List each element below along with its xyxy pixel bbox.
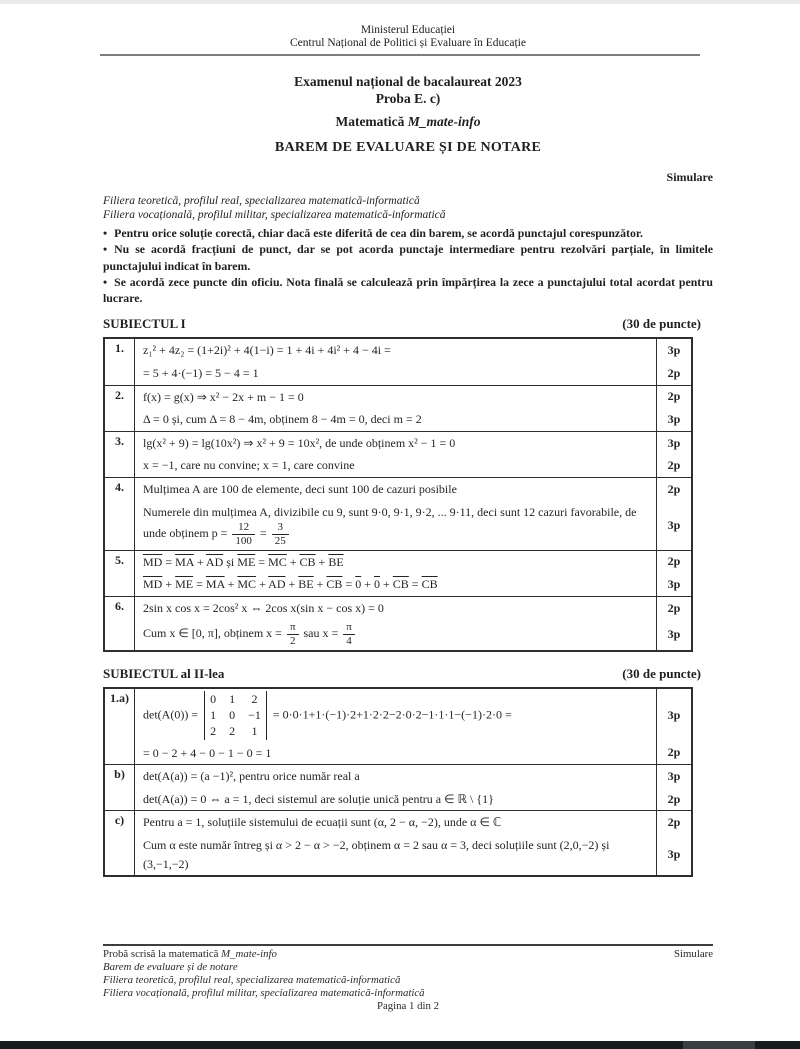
bullet-marker: • — [103, 242, 108, 257]
vector-overline: $\overline{MD}$ — [143, 577, 163, 592]
answer-cell: Numerele din mulțimea A, divizibile cu 9, sunt 9·0, 9·1, 9·2, ... 9·11, deci sunt 12 cazuri favorabile, de unde obținem p = $\frac{12}{100}$ = $\frac{3}{25}$ — [143, 504, 637, 547]
bullet-marker: • — [103, 226, 108, 240]
page-content — [103, 24, 713, 877]
bullet-item — [103, 241, 713, 274]
row-number-cell: 5. — [104, 550, 135, 596]
answer-cell: z₁² + 4z₂ = (1+2i)² + 4(1−i) = 1 + 4i + 4i² + 4 − 4i = — [135, 338, 657, 362]
table-row — [104, 765, 692, 788]
answer-cell: lg(x² + 9) = lg(10x²) ⇒ x² + 9 = 10x², de unde obținem x² − 1 = 0 — [135, 431, 657, 454]
vector-overline: $\overline{BE}$ — [298, 577, 314, 592]
answer-cell: f(x) = g(x) ⇒ x² − 2x + m − 1 = 0 — [135, 385, 657, 408]
fraction: $\frac{3}{25}$ — [272, 521, 289, 547]
table-row — [104, 550, 692, 573]
ministry-name: Ministerul Educației — [360, 24, 456, 36]
answer-cell: = 0 − 2 + 4 − 0 − 1 − 0 = 1 — [143, 745, 272, 760]
vector-overline: $\overline{MA}$ — [205, 577, 225, 592]
points-cell: 2p — [657, 550, 693, 573]
vector-overline: $\overline{CB}$ — [326, 577, 343, 592]
table-row — [104, 788, 692, 811]
table-row — [104, 834, 692, 876]
row-number-cell: 3. — [104, 431, 135, 477]
subject-line — [103, 113, 713, 130]
vector-overline: $\overline{MC}$ — [237, 577, 257, 592]
vector-overline: $\overline{MC}$ — [268, 554, 287, 569]
section-2-heading — [103, 666, 701, 682]
footer-proba: Probă scrisă la matematică M_mate-info — [103, 948, 277, 960]
answer-cell: det(A(a)) = 0 ⇔ a = 1, deci sistemul are soluție unică pentru a ∈ ℝ \ {1} — [143, 791, 494, 806]
screen-top-strip — [0, 0, 800, 4]
points-cell: 3p — [657, 338, 693, 362]
table-row — [104, 408, 692, 431]
vector-overline: $\overline{BE}$ — [328, 554, 344, 569]
table-row — [104, 742, 692, 765]
fraction: $\frac{\pi}{4}$ — [343, 621, 355, 647]
answer-cell: det(A(0)) = 0 1 2 1 0 −1 2 2 1 = 0·0·1+1·(−1)·2+1·2·2−2·0·2−1·1·1−(−1)·2·0 = — [135, 688, 657, 742]
answer-cell: Cum α este număr întreg și α > 2 − α > −2, obținem α = 2 sau α = 3, deci soluțiile sunt (2,0,−2) și (3,−1,−2) — [143, 837, 610, 871]
vector-overline: $\overline{MA}$ — [175, 554, 194, 569]
answer-cell: Pentru a = 1, soluțiile sistemului de ecuații sunt (α, 2 − α, −2), unde α ∈ ℂ — [135, 811, 657, 834]
table-row — [104, 619, 692, 650]
answer-cell: $\overline{MD} = \overline{MA} + \overline{AD}$ și $\overline{ME} = \overline{MC} + \overline{CB} + \overline{BE}$ — [135, 550, 657, 573]
vector-overline: $\overline{ME}$ — [237, 554, 256, 569]
table-row — [104, 431, 692, 454]
row-number-cell: 4. — [104, 478, 135, 550]
answer-cell: = 5 + 4·(−1) = 5 − 4 = 1 — [143, 366, 259, 381]
footer-simulare: Simulare — [674, 948, 713, 960]
row-number-cell: b) — [104, 765, 135, 811]
screen-bottom-bar — [0, 1041, 800, 1049]
fraction: $\frac{\pi}{2}$ — [287, 621, 299, 647]
points-cell: 2p — [657, 362, 693, 385]
footer-line-2: Barem de evaluare și de notare — [103, 961, 238, 973]
proba-label: Proba E. c) — [375, 91, 441, 106]
bullet-text: Se acordă zece puncte din oficiu. Nota finală se calculează prin împărțirea la zece a punctajului total acordat pentru lucrare. — [103, 274, 713, 306]
points-cell: 2p — [657, 478, 693, 501]
row-number-cell: 6. — [104, 596, 135, 650]
answer-cell: det(A(a)) = (a −1)², pentru orice număr real a — [135, 765, 657, 788]
title-block — [103, 73, 713, 157]
fraction: $\frac{12}{100}$ — [232, 521, 255, 547]
vector-overline: 0 — [355, 577, 362, 592]
section-2-points: (30 de puncte) — [622, 665, 701, 681]
grading-notes — [103, 225, 713, 306]
page-footer — [103, 944, 713, 1013]
points-cell: 2p — [657, 742, 693, 765]
points-cell: 3p — [657, 834, 693, 876]
table-row — [104, 596, 692, 619]
subject-code: M_mate-info — [407, 114, 481, 129]
footer-line-3: Filiera teoretică, profilul real, specializarea matematică-informatică — [103, 974, 401, 986]
barem-table-subject-1 — [103, 337, 693, 651]
footer-line-4: Filiera vocațională, profilul militar, specializarea matematică-informatică — [103, 987, 425, 999]
subject-name: Matematică — [335, 114, 408, 129]
header-rule — [100, 54, 700, 56]
vector-overline: $\overline{CB}$ — [421, 577, 438, 592]
bullet-text: Pentru orice soluție corectă, chiar dacă este diferită de cea din barem, se acordă punctajul corespunzător. — [114, 226, 643, 240]
barem-table-subject-2 — [103, 687, 693, 878]
points-cell: 2p — [657, 788, 693, 811]
answer-cell: Δ = 0 și, cum Δ = 8 − 4m, obținem 8 − 4m = 0, deci m = 2 — [143, 412, 422, 427]
simulare-label: Simulare — [666, 170, 713, 184]
filiera-line: Filiera vocațională, profilul militar, specializarea matematică-informatică — [103, 208, 446, 221]
footer-rule — [103, 944, 713, 946]
vector-overline: $\overline{CB}$ — [392, 577, 409, 592]
bullet-text: Nu se acordă fracțiuni de punct, dar se pot acorda punctaje intermediare pentru rezolvări parțiale, în limitele punctajului indicat în barem. — [103, 242, 713, 273]
table-row — [104, 385, 692, 408]
bottom-bar-segment — [683, 1041, 755, 1049]
center-name: Centrul Național de Politici și Evaluare în Educație — [289, 37, 526, 49]
footer-line-1 — [103, 948, 713, 961]
points-cell: 3p — [657, 765, 693, 788]
bullet-item — [103, 274, 713, 307]
filiera-lines — [103, 195, 713, 222]
section-1-heading — [103, 316, 701, 332]
table-row — [104, 362, 692, 385]
vector-overline: $\overline{ME}$ — [175, 577, 194, 592]
answer-cell: x = −1, care nu convine; x = 1, care convine — [143, 458, 355, 473]
points-cell: 2p — [657, 811, 693, 834]
answer-cell: 2sin x cos x = 2cos² x ⇔ 2cos x(sin x − cos x) = 0 — [135, 596, 657, 619]
vector-overline: 0 — [374, 577, 380, 592]
answer-cell: $\overline{MD} + \overline{ME} = \overline{MA} + \overline{MC} + \overline{AD} + \overline{BE} + \overline{CB} = 0 + 0 + \overline{CB} = \overline{CB}$ — [143, 577, 438, 592]
vector-overline: $\overline{CB}$ — [299, 554, 316, 569]
table-row — [104, 454, 692, 477]
exam-title: Examenul național de bacalaureat 2023 — [294, 74, 522, 89]
row-number-cell: 2. — [104, 385, 135, 431]
bullet-marker: • — [103, 274, 108, 289]
determinant-matrix: 0 1 2 1 0 −1 2 2 1 — [204, 691, 267, 740]
section-1-title: SUBIECTUL I — [103, 316, 186, 332]
bullet-item — [103, 225, 713, 241]
page-number: Pagina 1 din 2 — [376, 1000, 440, 1012]
row-number-cell: 1.a) — [104, 688, 135, 765]
answer-cell: Mulțimea A are 100 de elemente, deci sunt 100 de cazuri posibile — [135, 478, 657, 501]
filiera-line: Filiera teoretică, profilul real, specializarea matematică-informatică — [103, 195, 420, 207]
vector-overline: $\overline{MD}$ — [143, 554, 163, 569]
answer-cell: Cum x ∈ [0, π], obținem x = $\frac{\pi}{2}$ sau x = $\frac{\pi}{4}$ — [135, 619, 657, 650]
table-row — [104, 501, 692, 550]
points-cell: 2p — [657, 385, 693, 408]
vector-overline: $\overline{AD}$ — [205, 554, 224, 569]
points-cell: 3p — [657, 408, 693, 431]
row-number-cell: c) — [104, 811, 135, 876]
points-cell: 3p — [657, 431, 693, 454]
table-row — [104, 478, 692, 501]
points-cell: 3p — [657, 688, 693, 742]
row-number-cell: 1. — [104, 338, 135, 385]
points-cell: 3p — [657, 573, 693, 596]
points-cell: 3p — [657, 619, 693, 650]
section-2-title: SUBIECTUL al II-lea — [103, 665, 225, 681]
section-1-points: (30 de puncte) — [622, 316, 701, 332]
barem-title: BAREM DE EVALUARE ȘI DE NOTARE — [274, 140, 542, 155]
points-cell: 3p — [657, 501, 693, 550]
points-cell: 2p — [657, 454, 693, 477]
footer-subject-code: M_mate-info — [221, 948, 277, 960]
table-row — [104, 338, 692, 362]
vector-overline: $\overline{AD}$ — [268, 577, 286, 592]
points-cell: 2p — [657, 596, 693, 619]
table-row — [104, 573, 692, 596]
table-row — [104, 811, 692, 834]
table-row — [104, 688, 692, 742]
